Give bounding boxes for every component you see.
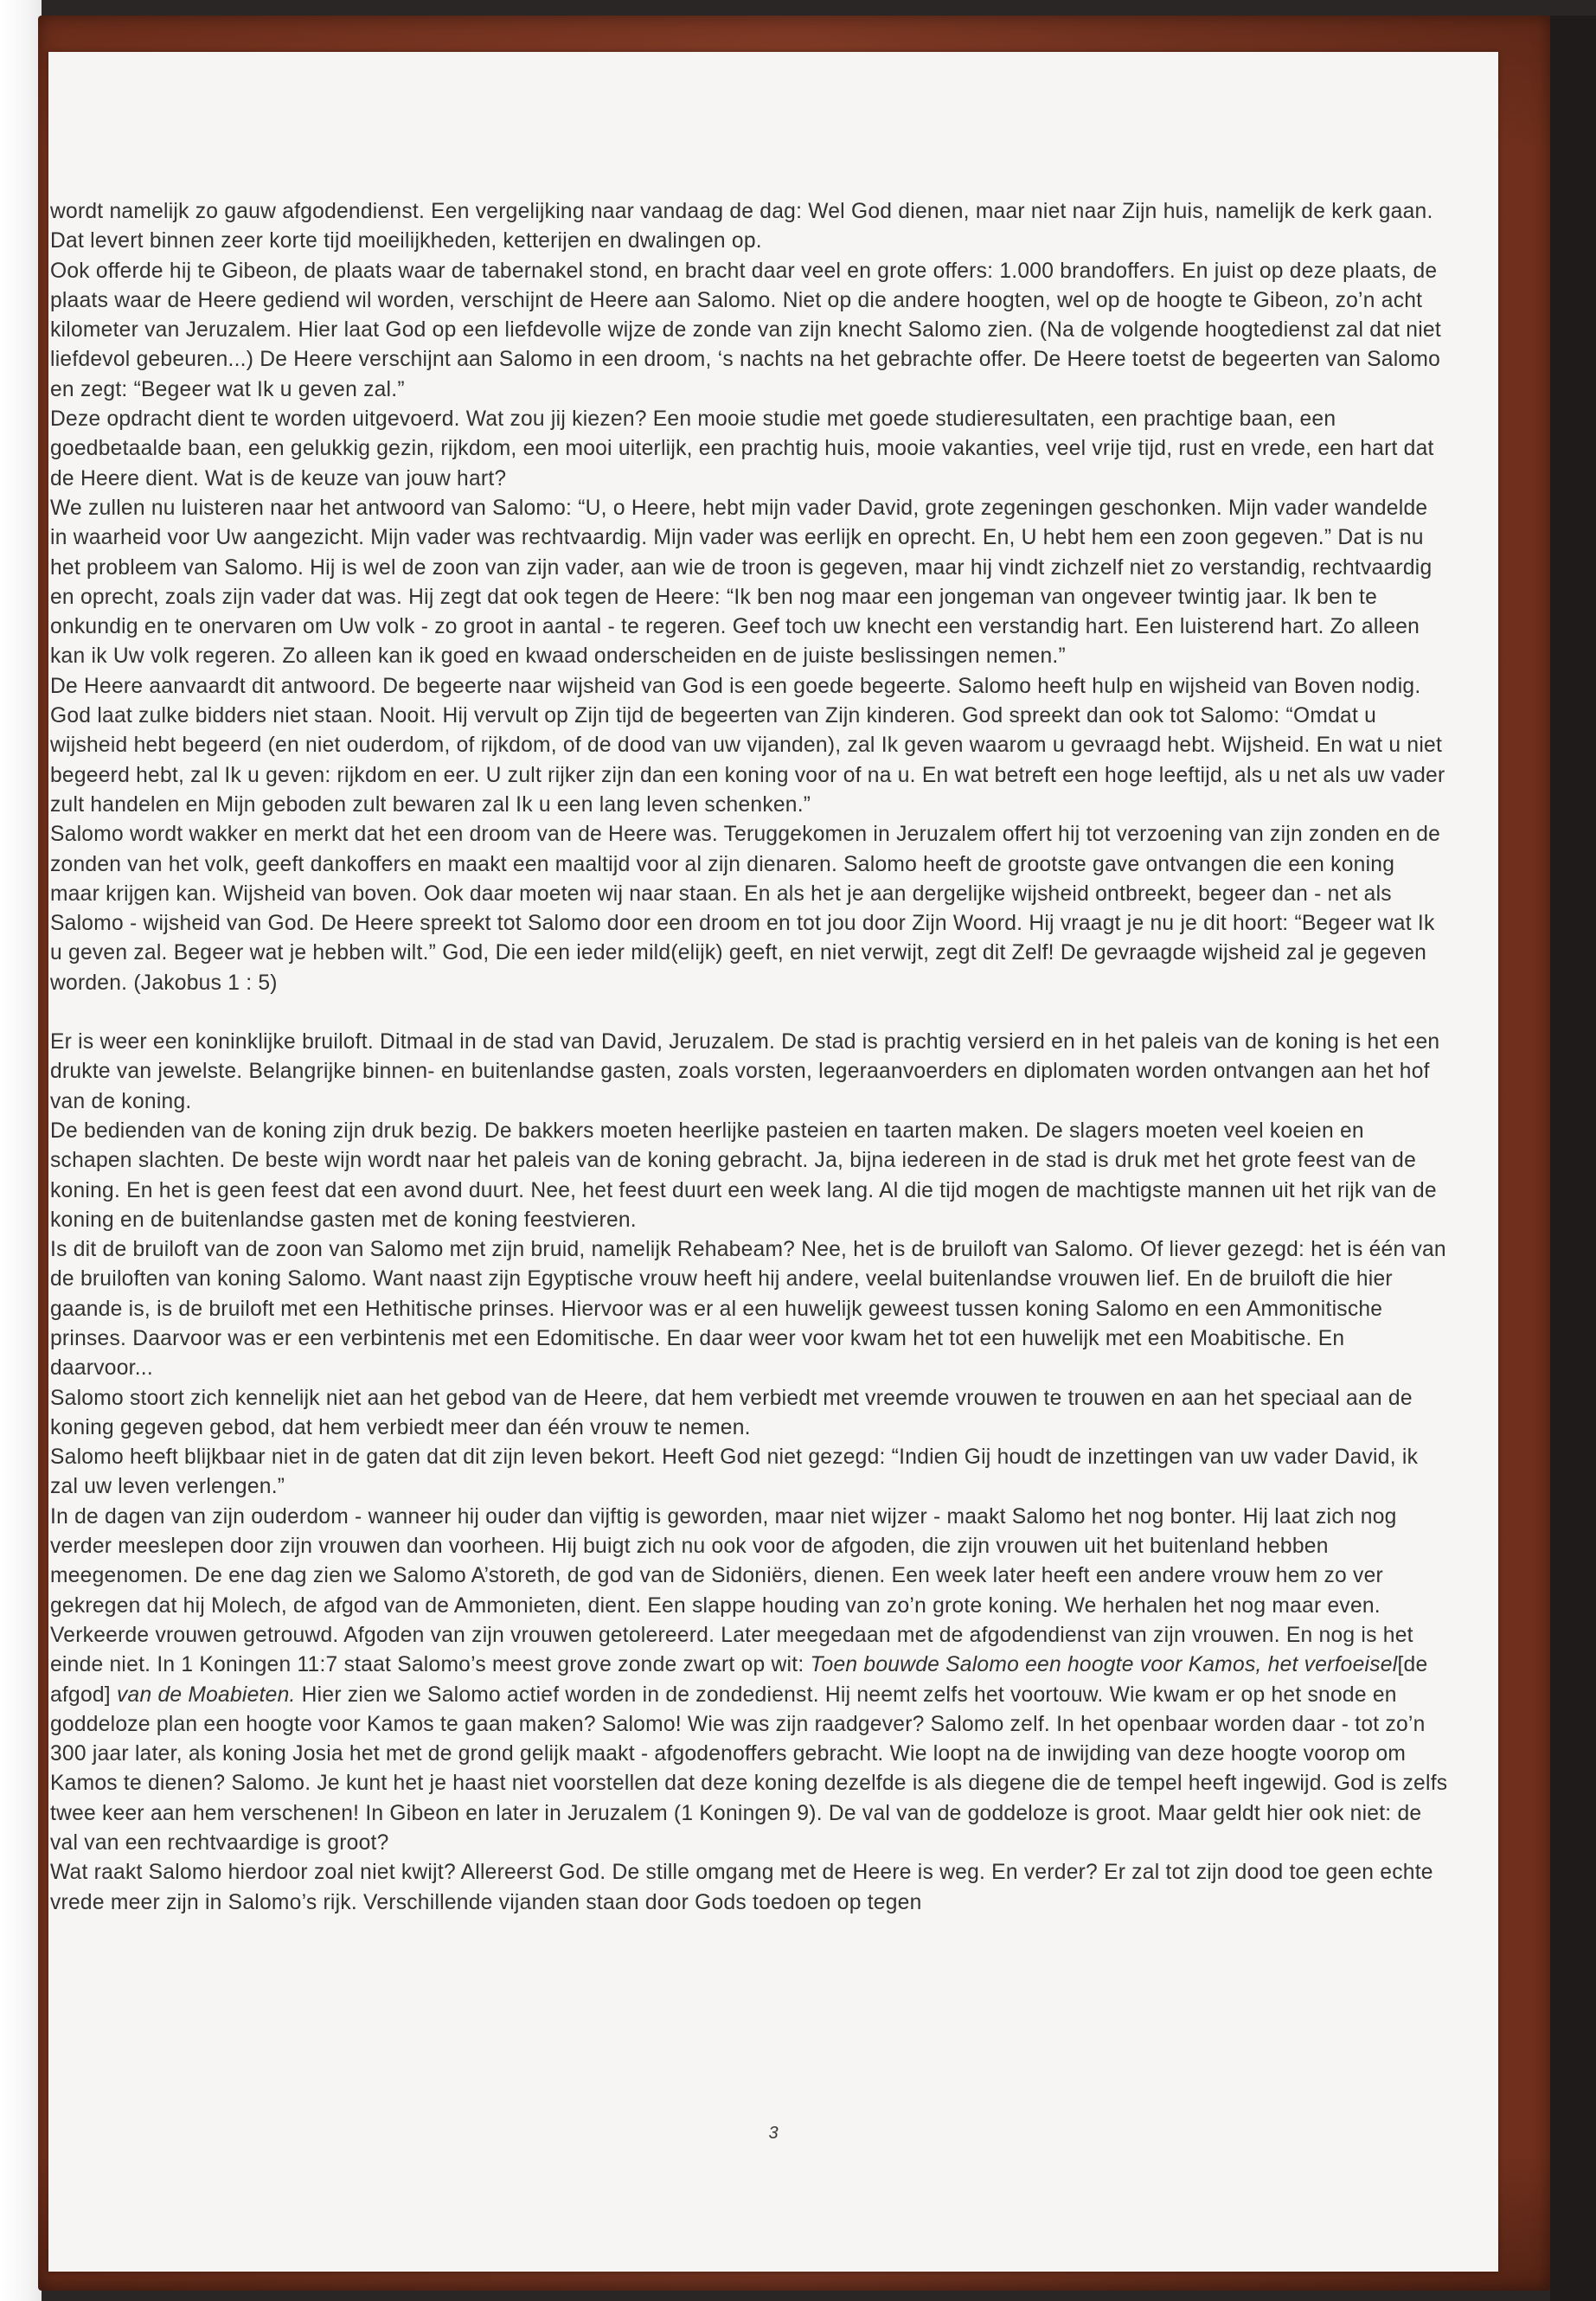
page-number: 3: [768, 2124, 779, 2143]
paragraph: wordt namelijk zo gauw afgodendienst. Een vergelijking naar vandaag de dag: Wel God dienen, maar niet naar Zijn huis, namelijk de kerk gaan. Dat levert binnen zeer korte tijd moeilijkheden, ketterijen en dwalingen op.: [50, 200, 1433, 253]
scan-edge: [1550, 16, 1596, 2301]
paragraph-text: In de dagen van zijn ouderdom - wanneer hij ouder dan vijftig is geworden, maar niet wijzer - maakt Salomo het nog bonter. Hij laat zich nog verder meeslepen door zijn vrouwen dan voorheen. Hij buigt zich nu ook voor de afgoden, die zijn vrouwen uit het buitenland hebben meegenomen. De ene dag zien we Salomo A’storeth, de god van de Sidoniërs, dienen. Een week later heeft een andere vrouw hem zo ver gekregen dat hij Molech, de afgod van de Ammonieten, dient. Een slappe houding van zo’n grote koning. We herhalen het nog maar even. Verkeerde vrouwen getrouwd. Afgoden van zijn vrouwen getolereerd. Later meegedaan met de afgodendienst van zijn vrouwen. En nog is het einde niet. In 1 Koningen 11:7 staat Salomo’s meest grove zonde zwart op wit:: [50, 1504, 1413, 1677]
scan-margin: [0, 0, 42, 2301]
paragraph: Ook offerde hij te Gibeon, de plaats waar de tabernakel stond, en bracht daar veel en grote offers: 1.000 brandoffers. En juist op deze plaats, de plaats waar de Heere gediend wil worden, verschijnt de Heere aan Salomo. Niet op die andere hoogten, wel op de hoogte te Gibeon, zo’n acht kilometer van Jeruzalem. Hier laat God op een liefdevolle wijze de zonde van zijn knecht Salomo zien. (Na de volgende hoogtedienst zal dat niet liefdevol gebeuren...) De Heere verschijnt aan Salomo in een droom, ‘s nachts na het gebrachte offer. De Heere toetst de begeerten van Salomo en zegt: “Begeer wat Ik u geven zal.”: [50, 259, 1441, 401]
scripture-quote: van de Moabieten.: [116, 1682, 296, 1707]
document-page: [48, 52, 1498, 2272]
bracket-note: [de afgod]: [50, 1653, 1428, 1707]
paragraph: Er is weer een koninklijke bruiloft. Ditmaal in de stad van David, Jeruzalem. De stad is prachtig versierd en in het paleis van de koning is het een drukte van jewelste. Belangrijke binnen- en buitenlandse gasten, zoals vorsten, legeraanvoerders en diplomaten worden ontvangen aan het hof van de koning.: [50, 1030, 1440, 1113]
page-body: [50, 52, 1500, 1918]
paragraph-text: Hier zien we Salomo actief worden in de zondedienst. Hij neemt zelfs het voortouw. Wie kwam er op het snode en goddeloze plan een hoogte voor Kamos te gaan maken? Salomo! Wie was zijn raadgever? Salomo zelf. In het openbaar worden daar - tot zo’n 300 jaar later, als koning Josia het met de grond gelijk maakt - afgodenoffers gebracht. Wie loopt na de inwijding van deze hoogte voorop om Kamos te dienen? Salomo. Je kunt het je haast niet voorstellen dat deze koning dezelfde is als diegene die de tempel heeft ingewijd. God is zelfs twee keer aan hem verschenen! In Gibeon en later in Jeruzalem (1 Koningen 9). De val van de goddeloze is groot. Maar geldt hier ook niet: de val van een rechtvaardige is groot?: [50, 1682, 1448, 1856]
paragraph: Is dit de bruiloft van de zoon van Salomo met zijn bruid, namelijk Rehabeam? Nee, het is de bruiloft van Salomo. Of liever gezegd: het is één van de bruiloften van koning Salomo. Want naast zijn Egyptische vrouw heeft hij andere, veelal buitenlandse vrouwen lief. En de bruiloft die hier gaande is, is de bruiloft met een Hethitische prinses. Hiervoor was er al een huwelijk geweest tussen koning Salomo en een Ammonitische prinses. Daarvoor was er een verbintenis met een Edomitische. En daar weer voor kwam het tot een huwelijk met een Moabitische. En daarvoor...: [50, 1238, 1446, 1381]
paragraph: We zullen nu luisteren naar het antwoord van Salomo: “U, o Heere, hebt mijn vader David, grote zegeningen geschonken. Mijn vader wandelde in waarheid voor Uw aangezicht. Mijn vader was rechtvaardig. Mijn vader was eerlijk en oprecht. En, U hebt hem een zoon gegeven.” Dat is nu het probleem van Salomo. Hij is wel de zoon van zijn vader, aan wie de troon is gegeven, maar hij vindt zichzelf niet zo verstandig, rechtvaardig en oprecht, zoals zijn vader dat was. Hij zegt dat ook tegen de Heere: “Ik ben nog maar een jongeman van ongeveer twintig jaar. Ik ben te onkundig en te onervaren om Uw volk - zo groot in aantal - te regeren. Geef toch uw knecht een verstandig hart. Een luisterend hart. Zo alleen kan ik Uw volk regeren. Zo alleen kan ik goed en kwaad onderscheiden en de juiste beslissingen nemen.”: [50, 496, 1433, 669]
paragraph: Salomo stoort zich kennelijk niet aan het gebod van de Heere, dat hem verbiedt met vreemde vrouwen te trouwen en aan het speciaal aan de koning gegeven gebod, dat hem verbiedt meer dan één vrouw te nemen.: [50, 1386, 1413, 1439]
paragraph: De Heere aanvaardt dit antwoord. De begeerte naar wijsheid van God is een goede begeerte. Salomo heeft hulp en wijsheid van Boven nodig. God laat zulke bidders niet staan. Nooit. Hij vervult op Zijn tijd de begeerten van Zijn kinderen. God spreekt dan ook tot Salomo: “Omdat u wijsheid hebt begeerd (en niet ouderdom, of rijkdom, of de dood van uw vijanden), zal Ik geven waarom u gevraagd hebt. Wijsheid. En wat u niet begeerd hebt, zal Ik u geven: rijkdom en eer. U zult rijker zijn dan een koning voor of na u. En wat betreft een hoge leeftijd, als u net als uw vader zult handelen en Mijn geboden zult bewaren zal Ik u een lang leven schenken.”: [50, 674, 1445, 817]
paragraph: Deze opdracht dient te worden uitgevoerd. Wat zou jij kiezen? Een mooie studie met goede studieresultaten, een prachtige baan, een goedbetaalde baan, een gelukkig gezin, rijkdom, een mooi uiterlijk, een prachtig huis, mooie vakanties, veel vrije tijd, rust en vrede, een hart dat de Heere dient. Wat is de keuze van jouw hart?: [50, 407, 1434, 490]
paragraph: De bedienden van de koning zijn druk bezig. De bakkers moeten heerlijke pasteien en taarten maken. De slagers moeten veel koeien en schapen slachten. De beste wijn wordt naar het paleis van de koning gebracht. Ja, bijna iedereen in de stad is druk met het grote feest van de koning. En het is geen feest dat een avond duurt. Nee, het feest duurt een week lang. Al die tijd mogen de machtigste mannen uit het rijk van de koning en de buitenlandse gasten met de koning feestvieren.: [50, 1118, 1437, 1232]
paragraph: Salomo wordt wakker en merkt dat het een droom van de Heere was. Teruggekomen in Jeruzalem offert hij tot verzoening van zijn zonden en de zonden van het volk, geeft dankoffers en maakt een maaltijd voor al zijn dienaren. Salomo heeft de grootste gave ontvangen die een koning maar krijgen kan. Wijsheid van boven. Ook daar moeten wij naar staan. En als het je aan dergelijke wijsheid ontbreekt, begeer dan - net als Salomo - wijsheid van God. De Heere spreekt tot Salomo door een droom en tot jou door Zijn Woord. Hij vraagt je nu je dit hoort: “Begeer wat Ik u geven zal. Begeer wat je hebben wilt.” God, Die een ieder mild(elijk) geeft, en niet verwijt, zegt dit Zelf! De gevraagde wijsheid zal je gegeven worden. (Jakobus 1 : 5): [50, 823, 1441, 995]
paragraph: Wat raakt Salomo hierdoor zoal niet kwijt? Allereerst God. De stille omgang met de Heere is weg. En verder? Er zal tot zijn dood toe geen echte vrede meer zijn in Salomo’s rijk. Verschillende vijanden staan door Gods toedoen op tegen: [50, 1861, 1433, 1914]
paragraph: [50, 1503, 1448, 1859]
paragraph: Salomo heeft blijkbaar niet in de gaten dat dit zijn leven bekort. Heeft God niet gezegd: “Indien Gij houdt de inzettingen van uw vader David, ik zal uw leven verlengen.”: [50, 1445, 1419, 1499]
scripture-quote: Toen bouwde Salomo een hoogte voor Kamos, het verfoeisel: [810, 1653, 1398, 1677]
